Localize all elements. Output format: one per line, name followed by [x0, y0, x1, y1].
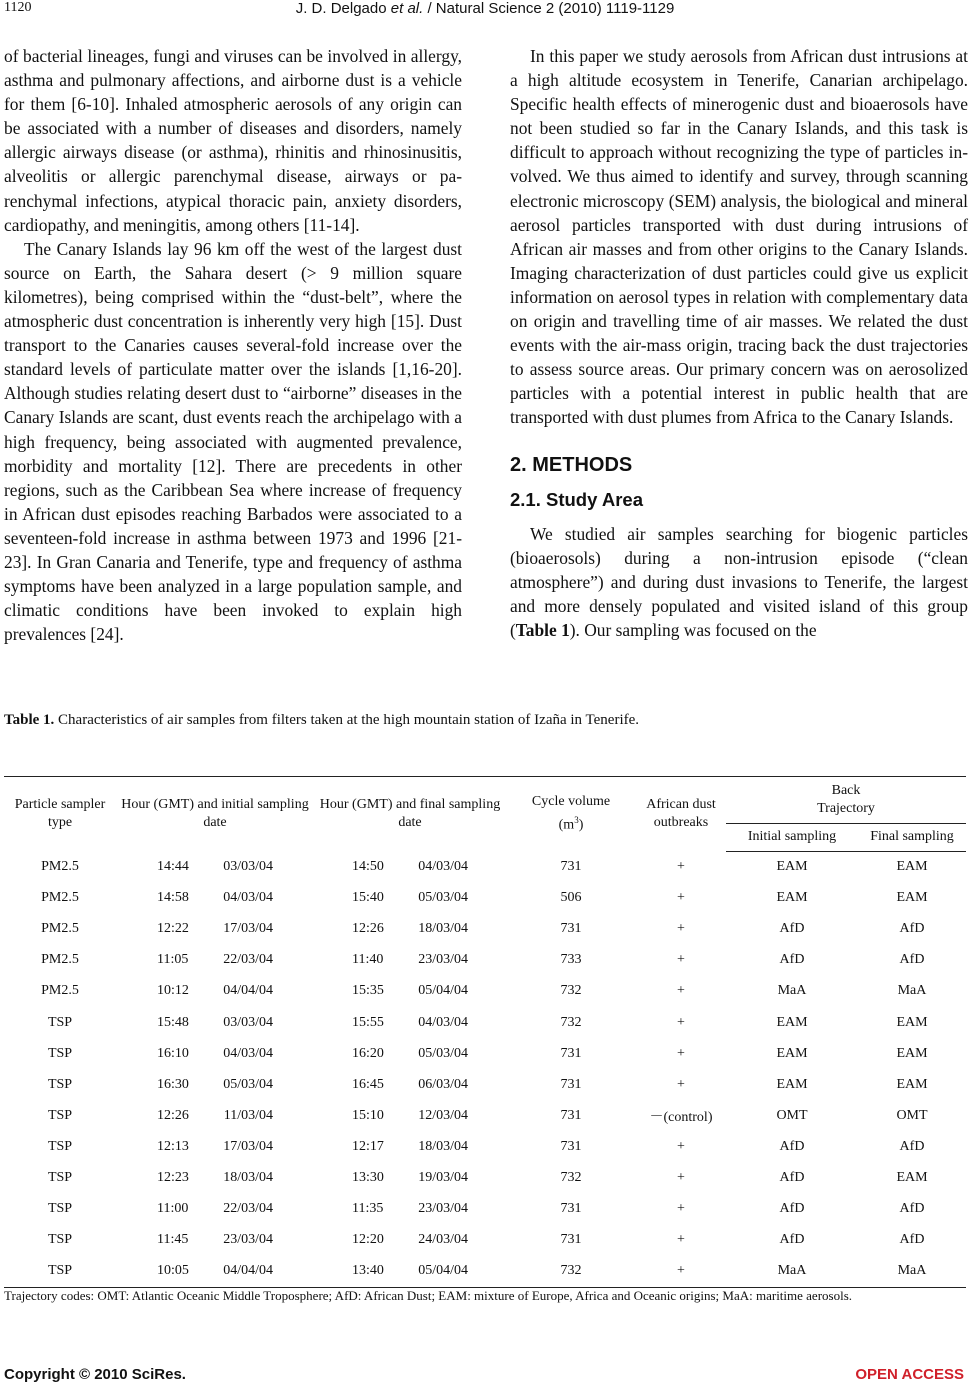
cell-initial: [116, 1225, 314, 1256]
page-number: 1120: [4, 0, 32, 15]
cell-initial: [116, 1069, 314, 1100]
cell-final: [314, 1131, 506, 1162]
cell-initial-hour: 15:48: [157, 1014, 189, 1030]
cell-initial-trajectory-value: AfD: [779, 921, 805, 937]
cell-initial-trajectory: [726, 914, 858, 945]
table-row: [4, 1038, 966, 1069]
cell-outbreak-value: +: [677, 1076, 685, 1092]
cell-volume-value: 732: [560, 1263, 582, 1279]
cell-initial: [116, 883, 314, 914]
right-paragraph-methods: [510, 522, 968, 642]
cell-initial: [116, 1100, 314, 1131]
table-row: [4, 914, 966, 945]
table-row: [4, 851, 966, 883]
cell-initial-hour: 12:26: [157, 1107, 189, 1123]
table-caption-label: Table 1.: [4, 712, 55, 728]
cell-initial-trajectory-value: EAM: [776, 890, 808, 906]
table-footnote: Trajectory codes: OMT: Atlantic Oceanic Middle Troposphere; AfD: African Dust; EAM: mixture of Europe, Africa and Oceanic origins; MaA: maritime aerosols.: [4, 1288, 853, 1303]
header-initial-sampling: Initial sampling: [726, 823, 858, 851]
cell-volume-value: 732: [560, 983, 582, 999]
cell-volume: [506, 1225, 636, 1256]
cell-final-date: 04/03/04: [418, 1014, 468, 1030]
cell-initial-hour: 10:05: [157, 1263, 189, 1279]
cell-initial-trajectory-value: EAM: [776, 1076, 808, 1092]
cell-final-hour: 14:50: [352, 858, 384, 874]
cell-final-date: 05/04/04: [418, 983, 468, 999]
cell-final-trajectory-value: EAM: [896, 1076, 928, 1092]
table-row: [4, 1225, 966, 1256]
cell-sampler: [4, 1162, 116, 1193]
cell-volume-value: 732: [560, 1014, 582, 1030]
cell-final-trajectory-value: EAM: [896, 1169, 928, 1185]
header-back: Back: [831, 782, 861, 798]
cell-final: [314, 1225, 506, 1256]
cell-final-trajectory: [858, 945, 966, 976]
cell-initial-trajectory: [726, 1194, 858, 1225]
cell-sampler: [4, 914, 116, 945]
cell-volume: [506, 883, 636, 914]
cell-final: [314, 1256, 506, 1288]
header-initial-date: Hour (GMT) and initial sampling date: [116, 777, 314, 852]
running-head-journal: / Natural Science 2 (2010) 1119-1129: [427, 0, 675, 17]
cell-final-date: 18/03/04: [418, 1138, 468, 1154]
cell-sampler-value: PM2.5: [41, 952, 79, 968]
table-caption-text: Characteristics of air samples from filters taken at the high mountain station of Izaña in Tenerife.: [58, 712, 640, 728]
cell-final: [314, 883, 506, 914]
cell-outbreak-value: －(control): [649, 1109, 713, 1125]
cell-final: [314, 914, 506, 945]
cell-volume-value: 733: [560, 952, 582, 968]
cell-sampler-value: TSP: [47, 1232, 73, 1248]
cell-initial-date: 03/03/04: [223, 858, 273, 874]
cell-sampler: [4, 1100, 116, 1131]
cell-final-hour: 15:40: [352, 890, 384, 906]
cell-final-hour: 15:35: [352, 983, 384, 999]
cell-initial-date: 04/03/04: [223, 890, 273, 906]
cell-volume: [506, 1038, 636, 1069]
cell-final-trajectory-value: AfD: [899, 1201, 925, 1217]
cell-final: [314, 976, 506, 1007]
cell-final-hour: 15:10: [352, 1107, 384, 1123]
cell-outbreak-value: +: [677, 921, 685, 937]
cell-initial-trajectory: [726, 1162, 858, 1193]
cell-initial: [116, 976, 314, 1007]
cell-initial-trajectory-value: OMT: [776, 1107, 808, 1123]
cell-final-date: 04/03/04: [418, 858, 468, 874]
cell-initial-hour: 12:13: [157, 1138, 189, 1154]
cell-volume: [506, 914, 636, 945]
cell-volume: [506, 1100, 636, 1131]
cell-initial-hour: 10:12: [157, 983, 189, 999]
methods-text-end: ). Our sampling was focused on the: [569, 619, 817, 640]
cell-final-date: 06/03/04: [418, 1076, 468, 1092]
cell-final-trajectory-value: EAM: [896, 859, 928, 875]
cell-final-date: 12/03/04: [418, 1107, 468, 1123]
cell-outbreak: [636, 883, 726, 914]
cell-sampler-value: PM2.5: [41, 921, 79, 937]
methods-text-start: We studied air samples searching for biogenic particles (bioaerosols) during a non-intrusion episode (“clean atmosphere”) and during dust invasions to Tenerife, the largest and more densely populated and visited island of this group (: [510, 523, 968, 640]
cell-final-trajectory: [858, 1100, 966, 1131]
cell-outbreak-value: +: [677, 1138, 685, 1154]
header-cycle-volume: [506, 777, 636, 852]
cell-final-trajectory-value: EAM: [896, 1014, 928, 1030]
cell-final-hour: 12:17: [352, 1138, 384, 1154]
cell-outbreak: [636, 1256, 726, 1288]
cell-final-trajectory-value: EAM: [896, 1045, 928, 1061]
cell-sampler-value: PM2.5: [41, 890, 79, 906]
cell-volume: [506, 1256, 636, 1288]
cell-volume: [506, 1007, 636, 1038]
cell-initial-trajectory-value: MaA: [777, 983, 807, 999]
header-final-sampling: Final sampling: [858, 823, 966, 851]
cell-initial-trajectory: [726, 883, 858, 914]
cell-outbreak: [636, 976, 726, 1007]
cell-initial: [116, 1038, 314, 1069]
table-row: [4, 1194, 966, 1225]
cell-final-trajectory-value: OMT: [896, 1107, 928, 1123]
cell-final-trajectory: [858, 1069, 966, 1100]
cell-final-hour: 11:40: [352, 952, 384, 968]
header-final-date: Hour (GMT) and final sampling date: [314, 777, 506, 852]
cell-volume-value: 731: [560, 1201, 582, 1217]
cell-volume: [506, 851, 636, 883]
cell-final-trajectory-value: EAM: [896, 890, 928, 906]
cell-initial: [116, 945, 314, 976]
cell-initial-date: 17/03/04: [223, 921, 273, 937]
cell-outbreak: [636, 914, 726, 945]
cell-final-hour: 12:26: [352, 921, 384, 937]
cell-outbreak: [636, 1100, 726, 1131]
cell-initial-hour: 16:10: [157, 1045, 189, 1061]
cell-final-date: 19/03/04: [418, 1169, 468, 1185]
cell-outbreak: [636, 1162, 726, 1193]
cell-volume: [506, 945, 636, 976]
cell-final-date: 23/03/04: [418, 1201, 468, 1217]
cell-final-trajectory-value: AfD: [899, 921, 925, 937]
cell-sampler: [4, 945, 116, 976]
header-volume-close: ): [578, 817, 584, 833]
cell-final-hour: 16:45: [352, 1076, 384, 1092]
cell-sampler: [4, 1038, 116, 1069]
cell-final-date: 18/03/04: [418, 921, 468, 937]
cell-final-trajectory: [858, 1225, 966, 1256]
cell-outbreak-value: +: [677, 1263, 685, 1279]
cell-final-trajectory-value: MaA: [897, 983, 927, 999]
cell-sampler: [4, 1194, 116, 1225]
cell-initial-trajectory: [726, 1007, 858, 1038]
cell-final-trajectory: [858, 1162, 966, 1193]
header-volume-exponent: 3: [574, 815, 579, 826]
cell-initial-trajectory: [726, 851, 858, 883]
copyright-notice: Copyright © 2010 SciRes.: [4, 1366, 186, 1383]
cell-initial-trajectory-value: AfD: [779, 1201, 805, 1217]
cell-sampler-value: TSP: [47, 1138, 73, 1154]
cell-volume-value: 732: [560, 1169, 582, 1185]
cell-sampler: [4, 976, 116, 1007]
table-row: [4, 1162, 966, 1193]
cell-initial-date: 11/03/04: [223, 1107, 273, 1123]
cell-sampler: [4, 883, 116, 914]
cell-initial: [116, 914, 314, 945]
cell-initial-trajectory-value: MaA: [777, 1263, 807, 1279]
cell-initial-trajectory: [726, 1069, 858, 1100]
cell-outbreak-value: +: [677, 1045, 685, 1061]
cell-initial-hour: 12:22: [157, 921, 189, 937]
table-row: [4, 1069, 966, 1100]
cell-initial-hour: 14:44: [157, 858, 189, 874]
cell-volume: [506, 1162, 636, 1193]
cell-initial-hour: 11:05: [157, 952, 189, 968]
table-body: [4, 851, 966, 1287]
cell-initial-date: 04/03/04: [223, 1045, 273, 1061]
cell-initial-date: 03/03/04: [223, 1014, 273, 1030]
cell-initial-trajectory-value: EAM: [776, 1045, 808, 1061]
header-back-trajectory: [726, 777, 966, 824]
cell-initial: [116, 1131, 314, 1162]
table-reference-link[interactable]: Table 1: [515, 619, 570, 640]
cell-initial-date: 05/03/04: [223, 1076, 273, 1092]
running-head: [0, 0, 970, 17]
cell-outbreak: [636, 945, 726, 976]
cell-volume-value: 731: [560, 1107, 582, 1123]
cell-sampler-value: TSP: [47, 1201, 73, 1217]
cell-sampler-value: TSP: [47, 1107, 73, 1123]
cell-final-trajectory: [858, 1038, 966, 1069]
subsection-heading-study-area: 2.1. Study Area: [510, 488, 643, 510]
cell-sampler-value: TSP: [47, 1076, 73, 1092]
cell-initial: [116, 851, 314, 883]
cell-sampler: [4, 1256, 116, 1288]
cell-initial-trajectory-value: AfD: [779, 1232, 805, 1248]
cell-final: [314, 945, 506, 976]
cell-sampler-value: PM2.5: [41, 858, 79, 874]
cell-sampler-value: TSP: [47, 1263, 73, 1279]
table-row: [4, 945, 966, 976]
cell-final: [314, 851, 506, 883]
cell-initial-trajectory: [726, 1100, 858, 1131]
cell-final-date: 24/03/04: [418, 1232, 468, 1248]
cell-initial: [116, 1194, 314, 1225]
cell-outbreak: [636, 1194, 726, 1225]
cell-outbreak-value: +: [677, 890, 685, 906]
cell-initial-trajectory-value: EAM: [776, 1014, 808, 1030]
samples-table: [4, 776, 966, 1288]
cell-sampler-value: PM2.5: [41, 983, 79, 999]
cell-initial: [116, 1162, 314, 1193]
cell-initial-hour: 14:58: [157, 890, 189, 906]
cell-initial-trajectory: [726, 945, 858, 976]
cell-final-trajectory: [858, 976, 966, 1007]
cell-final-trajectory-value: AfD: [899, 952, 925, 968]
cell-outbreak-value: +: [677, 983, 685, 999]
cell-outbreak: [636, 1069, 726, 1100]
cell-outbreak-value: +: [677, 1201, 685, 1217]
cell-final-date: 05/03/04: [418, 890, 468, 906]
cell-initial-date: 22/03/04: [223, 1201, 273, 1217]
open-access-label: OPEN ACCESS: [855, 1366, 964, 1383]
cell-initial-hour: 11:00: [157, 1201, 189, 1217]
table-row: [4, 976, 966, 1007]
cell-final-hour: 13:40: [352, 1263, 384, 1279]
cell-sampler-value: TSP: [47, 1045, 73, 1061]
cell-final: [314, 1069, 506, 1100]
table-row: [4, 1007, 966, 1038]
cell-initial-trajectory-value: EAM: [776, 859, 808, 875]
cell-final-trajectory: [858, 1256, 966, 1288]
section-heading-methods: 2. METHODS: [510, 453, 633, 476]
header-volume-unit: (m: [558, 817, 575, 833]
cell-final-trajectory: [858, 1194, 966, 1225]
header-african-dust: African dust outbreaks: [636, 777, 726, 852]
cell-final: [314, 1162, 506, 1193]
cell-final-trajectory-value: MaA: [897, 1263, 927, 1279]
cell-outbreak-value: +: [677, 1014, 685, 1030]
cell-initial: [116, 1256, 314, 1288]
cell-final-trajectory: [858, 1007, 966, 1038]
cell-final-hour: 13:30: [352, 1169, 384, 1185]
cell-final-hour: 11:35: [352, 1201, 384, 1217]
cell-volume-value: 731: [560, 1138, 582, 1154]
running-head-et-al: et al.: [390, 0, 424, 17]
cell-final-trajectory: [858, 914, 966, 945]
running-head-authors: J. D. Delgado: [295, 0, 387, 17]
cell-volume: [506, 1069, 636, 1100]
cell-volume-value: 506: [560, 890, 582, 906]
right-column: [510, 44, 968, 642]
header-trajectory: Trajectory: [817, 800, 875, 816]
table-row: [4, 883, 966, 914]
cell-initial: [116, 1007, 314, 1038]
cell-initial-date: 23/03/04: [223, 1232, 273, 1248]
cell-outbreak: [636, 1225, 726, 1256]
cell-initial-date: 22/03/04: [223, 952, 273, 968]
cell-outbreak-value: +: [677, 952, 685, 968]
cell-final-date: 05/04/04: [418, 1263, 468, 1279]
cell-final: [314, 1194, 506, 1225]
cell-initial-hour: 11:45: [157, 1232, 189, 1248]
cell-outbreak-value: +: [677, 1169, 685, 1185]
cell-sampler-value: TSP: [47, 1169, 73, 1185]
table-row: [4, 1131, 966, 1162]
cell-final-trajectory-value: AfD: [899, 1232, 925, 1248]
cell-outbreak-value: +: [677, 1232, 685, 1248]
table-row: [4, 1256, 966, 1288]
cell-initial-trajectory: [726, 1131, 858, 1162]
cell-initial-hour: 12:23: [157, 1169, 189, 1185]
cell-final-trajectory: [858, 883, 966, 914]
table-row: [4, 1100, 966, 1131]
cell-volume-value: 731: [560, 1076, 582, 1092]
cell-outbreak-value: +: [677, 858, 685, 874]
cell-sampler: [4, 1225, 116, 1256]
cell-initial-date: 04/04/04: [223, 1263, 273, 1279]
cell-final-trajectory: [858, 851, 966, 883]
header-cycle-volume-label: Cycle volume: [531, 794, 611, 810]
cell-final: [314, 1038, 506, 1069]
left-column: [4, 44, 462, 646]
cell-outbreak: [636, 851, 726, 883]
right-paragraph-intro: In this paper we study aerosols from African dust intrusions at a high altitude ecosystem in Tenerife, Canarian archipelago. Specific health effects of minerogenic dust and bioaerosols have not been studied so far in the Canary Islands, and this task is difficult to approach without recognizing the type of particles involved. We thus aimed to identify and survey, through scanning electronic microscopy (SEM) analysis, the biological and mineral aerosol particles transported with dust during intrusions of African air masses and from other origins to the Canary Islands. Imaging characterization of dust particles could give us explicit information on aerosol types in relation with complementary data on origin and travelling time of air masses. We related the dust events with the air-mass origin, tracing back the dust trajectories to assess source areas. Our primary concern was on aerosolized particles with a potential interest in public health that are transported with dust plumes from Africa to the Canary Islands.: [510, 46, 968, 428]
cell-initial-trajectory: [726, 1225, 858, 1256]
cell-initial-trajectory-value: AfD: [779, 952, 805, 968]
cell-initial-trajectory: [726, 976, 858, 1007]
cell-sampler: [4, 1131, 116, 1162]
cell-volume-value: 731: [560, 1045, 582, 1061]
cell-outbreak: [636, 1007, 726, 1038]
cell-final-trajectory-value: AfD: [899, 1138, 925, 1154]
cell-final-hour: 15:55: [352, 1014, 384, 1030]
left-paragraph-1: of bacterial lineages, fungi and viruses can be involved in allergy, asthma and pulmonary affections, and airborne dust is a vehicle for them [6-10]. Inhaled atmospheric aerosols of any origin can be associated with a number of diseases and disorders, namely allergic airways disease (or asthma), rhinitis and rhinosinusitis, alveolitis or allergic parenchymal disease, airways or parenchymal infections, atypical thoracic pain, anxiety disorders, cardiopathy, and meningitis, among others [11-14].: [4, 46, 462, 235]
cell-outbreak: [636, 1038, 726, 1069]
cell-initial-trajectory-value: AfD: [779, 1138, 805, 1154]
cell-sampler: [4, 1069, 116, 1100]
cell-initial-trajectory: [726, 1256, 858, 1288]
cell-initial-date: 04/04/04: [223, 983, 273, 999]
cell-final-trajectory: [858, 1131, 966, 1162]
cell-volume: [506, 1194, 636, 1225]
cell-volume: [506, 976, 636, 1007]
left-paragraph-2: The Canary Islands lay 96 km off the west of the largest dust source on Earth, the Sahara desert (> 9 million square kilometres), being comprised within the “dust-belt”, where the atmospheric dust concentration is inherently very high [15]. Dust transport to the Canaries causes several-fold increase over the standard levels of particulate matter over the islands [1,16-20]. Although studies relating desert dust to “airborne” diseases in the Canary Islands are scant, dust events reach the archipelago with a high frequency, being associated with augmented prevalence, morbidity and mortality [12]. There are precedents in other regions, such as the Caribbean Sea where increase of frequency in African dust episodes reaching Barbados were associated to a seventeen-fold increase in asthma between 1973 and 1996 [21-23]. In Gran Canaria and Tenerife, type and frequency of asthma symptoms have been analyzed in a large population sample, and climatic conditions have been invoked to explain high prevalences [24].: [4, 238, 462, 645]
cell-initial-date: 18/03/04: [223, 1169, 273, 1185]
cell-initial-hour: 16:30: [157, 1076, 189, 1092]
cell-final-date: 23/03/04: [418, 952, 468, 968]
cell-final-hour: 12:20: [352, 1232, 384, 1248]
cell-final-hour: 16:20: [352, 1045, 384, 1061]
cell-initial-date: 17/03/04: [223, 1138, 273, 1154]
table-caption: [4, 712, 966, 729]
cell-final: [314, 1007, 506, 1038]
cell-sampler: [4, 1007, 116, 1038]
cell-initial-trajectory: [726, 1038, 858, 1069]
cell-final: [314, 1100, 506, 1131]
cell-sampler-value: TSP: [47, 1014, 73, 1030]
cell-volume: [506, 1131, 636, 1162]
cell-sampler: [4, 851, 116, 883]
cell-initial-trajectory-value: AfD: [779, 1169, 805, 1185]
cell-final-date: 05/03/04: [418, 1045, 468, 1061]
cell-volume-value: 731: [560, 1232, 582, 1248]
cell-volume-value: 731: [560, 921, 582, 937]
header-sampler-type: Particle sampler type: [4, 777, 116, 852]
cell-outbreak: [636, 1131, 726, 1162]
cell-volume-value: 731: [560, 858, 582, 874]
